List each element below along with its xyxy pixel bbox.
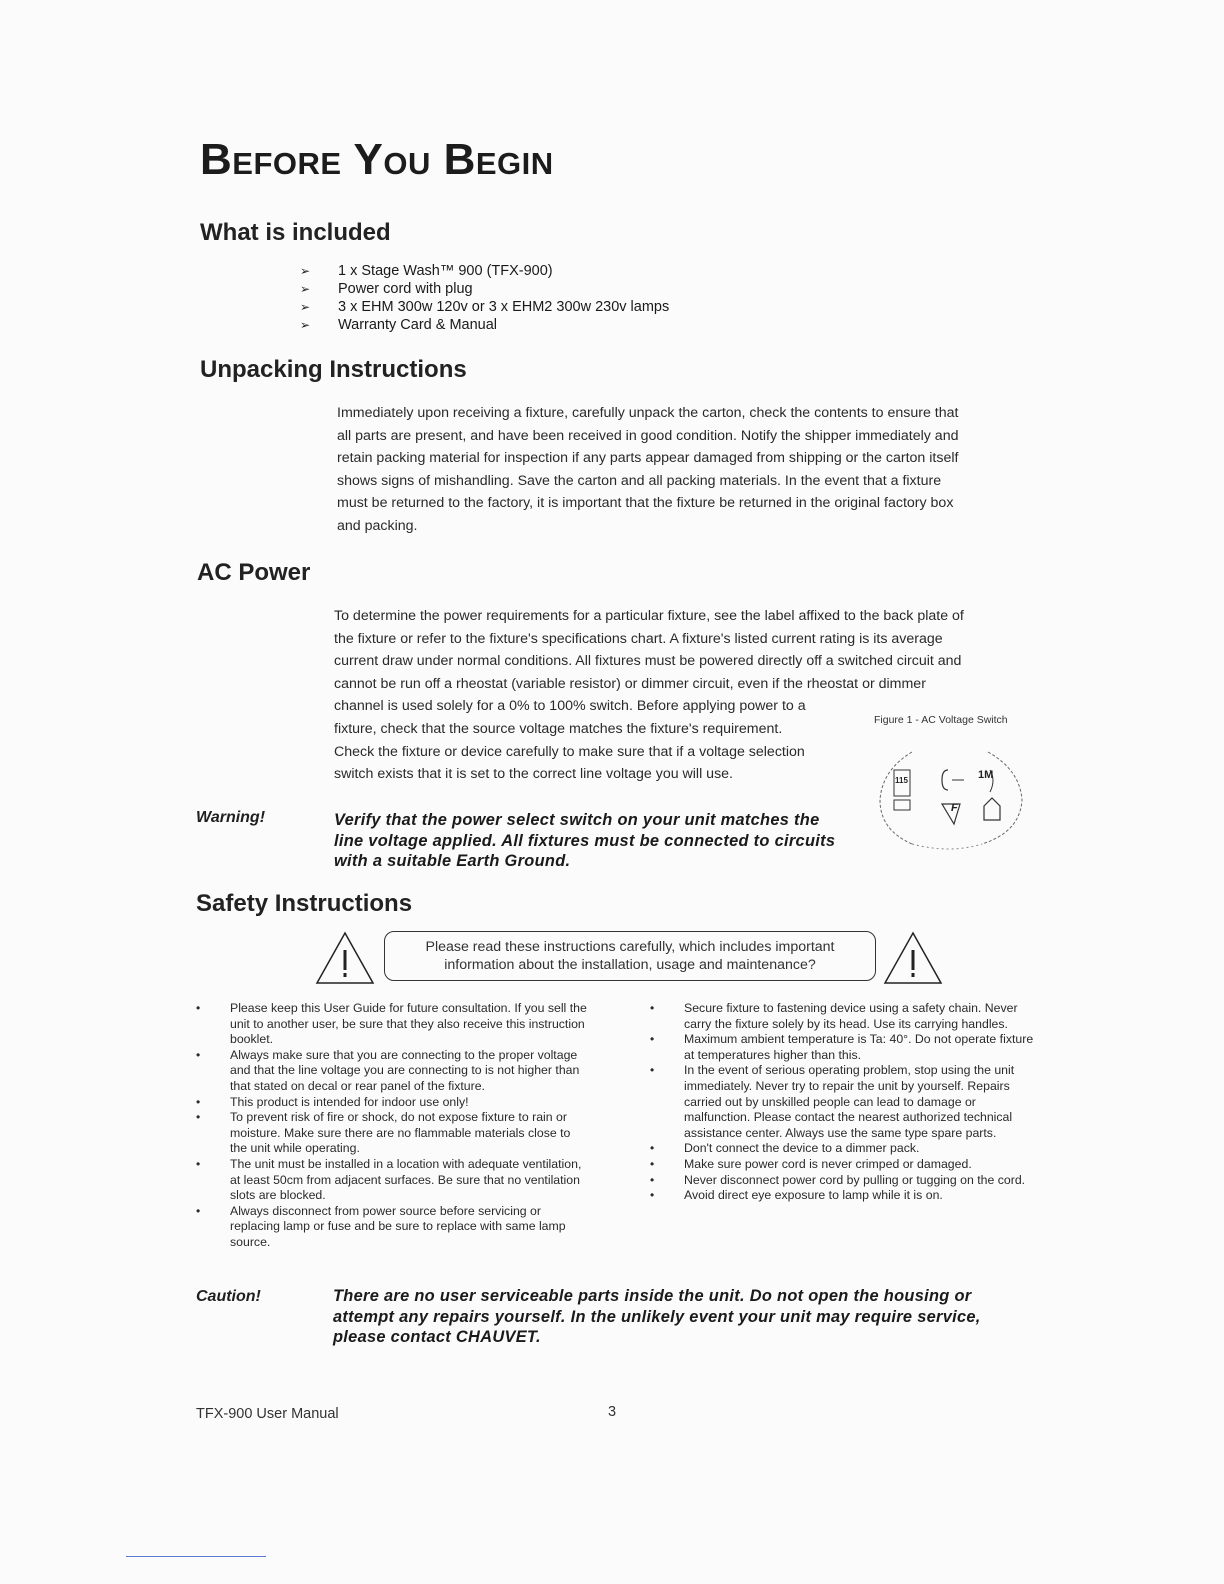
figure-caption: Figure 1 - AC Voltage Switch <box>874 714 1008 726</box>
list-item: • The unit must be installed in a location with adequate ventilation, at least 50cm from adjacent surfaces. Be sure that no ventilation slots are blocked. <box>196 1157 588 1204</box>
list-item: ➢ Warranty Card & Manual <box>300 317 498 333</box>
list-item: • Never disconnect power cord by pulling or tugging on the cord. <box>650 1173 1042 1189</box>
list-item: • In the event of serious operating problem, stop using the unit immediately. Never try to repair the unit by yourself. Repairs carried out by unskilled people can lead to damage or malfunction. Please contact the nearest authorized technical assistance center. Always use the same type spare parts. <box>650 1063 1042 1141</box>
list-item: • Secure fixture to fastening device using a safety chain. Never carry the fixture solely by its head. Use its carrying handles. <box>650 1001 1042 1032</box>
warning-triangle-icon <box>882 930 944 986</box>
included-list <box>300 262 669 334</box>
ac-power-heading: AC Power <box>197 559 311 586</box>
fuse-label: 1M <box>978 769 994 781</box>
warning-triangle-icon <box>314 930 376 986</box>
list-item: • This product is intended for indoor use only! <box>196 1095 588 1111</box>
safety-list-right <box>650 1001 1042 1204</box>
caution-text: There are no user serviceable parts inside the unit. Do not open the housing or attempt any repairs yourself. In the unlikely event your unit may require service, please contact CHAUVET. <box>333 1287 981 1346</box>
arrow-bullet-icon: ➢ <box>300 318 311 332</box>
list-item: • Please keep this User Guide for future consultation. If you sell the unit to another user, be sure that they also receive this instruction booklet. <box>196 1001 588 1048</box>
f-label: F <box>951 802 958 814</box>
list-item: ➢ 1 x Stage Wash™ 900 (TFX-900) <box>300 263 553 279</box>
warning-label: Warning! <box>196 809 266 826</box>
arrow-bullet-icon: ➢ <box>300 264 311 278</box>
list-item: ➢ 3 x EHM 300w 120v or 3 x EHM2 300w 230v lamps <box>300 299 670 315</box>
switch-label: 115 <box>895 776 908 785</box>
list-item: • Don't connect the device to a dimmer pack. <box>650 1141 1042 1157</box>
list-item: ➢ Power cord with plug <box>300 281 473 297</box>
included-heading: What is included <box>200 219 391 246</box>
page-title: Before You Begin <box>200 135 554 184</box>
safety-list-left <box>196 1001 588 1251</box>
list-item: • Avoid direct eye exposure to lamp while it is on. <box>650 1188 1042 1204</box>
arrow-bullet-icon: ➢ <box>300 282 311 296</box>
list-item: • Always make sure that you are connecting to the proper voltage and that the line voltage you are connecting to is not higher than that stated on decal or rear panel of the fixture. <box>196 1048 588 1095</box>
unpacking-heading: Unpacking Instructions <box>200 356 467 383</box>
voltage-switch-figure <box>872 740 1028 852</box>
scan-edge-line <box>126 1556 266 1557</box>
list-item: • Always disconnect from power source before servicing or replacing lamp or fuse and be sure to replace with same lamp source. <box>196 1204 588 1251</box>
page-number: 3 <box>608 1404 617 1420</box>
footer-manual-name: TFX-900 User Manual <box>196 1406 339 1422</box>
list-item: • Make sure power cord is never crimped or damaged. <box>650 1157 1042 1173</box>
list-item: • Maximum ambient temperature is Ta: 40°. Do not operate fixture at temperatures higher than this. <box>650 1032 1042 1063</box>
unpacking-paragraph: Immediately upon receiving a fixture, carefully unpack the carton, check the contents to ensure that all parts are present, and have been received in good condition. Notify the shipper immediately and retain packing material for inspection if any parts appear damaged from shipping or the carton itself shows signs of mishandling. Save the carton and all packing materials. In the event that a fixture must be returned to the factory, it is important that the fixture be returned in the original factory box and packing. <box>337 405 959 534</box>
arrow-bullet-icon: ➢ <box>300 300 311 314</box>
warning-text: Verify that the power select switch on your unit matches the line voltage applied. All fixtures must be connected to circuits with a suitable Earth Ground. <box>334 811 836 870</box>
safety-notice-box: Please read these instructions carefully, which includes important information about the installation, usage and maintenance? <box>384 931 876 981</box>
caution-label: Caution! <box>196 1288 261 1305</box>
safety-heading: Safety Instructions <box>196 890 413 917</box>
list-item: • To prevent risk of fire or shock, do not expose fixture to rain or moisture. Make sure there are no flammable materials close to the unit while operating. <box>196 1110 588 1157</box>
ac-power-paragraph: To determine the power requirements for a particular fixture, see the label affixed to the back plate of the fixture or refer to the fixture's specifications chart. A fixture's listed current rating is its average current draw under normal conditions. All fixtures must be powered directly off a switched circuit and cannot be run off a rheostat (variable resistor) or dimmer circuit, even if the rheostat or dimmer channel is used solely for a 0% to 100% switch. Before applying power to a fixture, check that the source voltage matches the fixture's requirement. Check the fixture or device carefully to make sure that if a voltage selection switch exists that it is set to the correct line voltage you will use. <box>334 608 964 783</box>
